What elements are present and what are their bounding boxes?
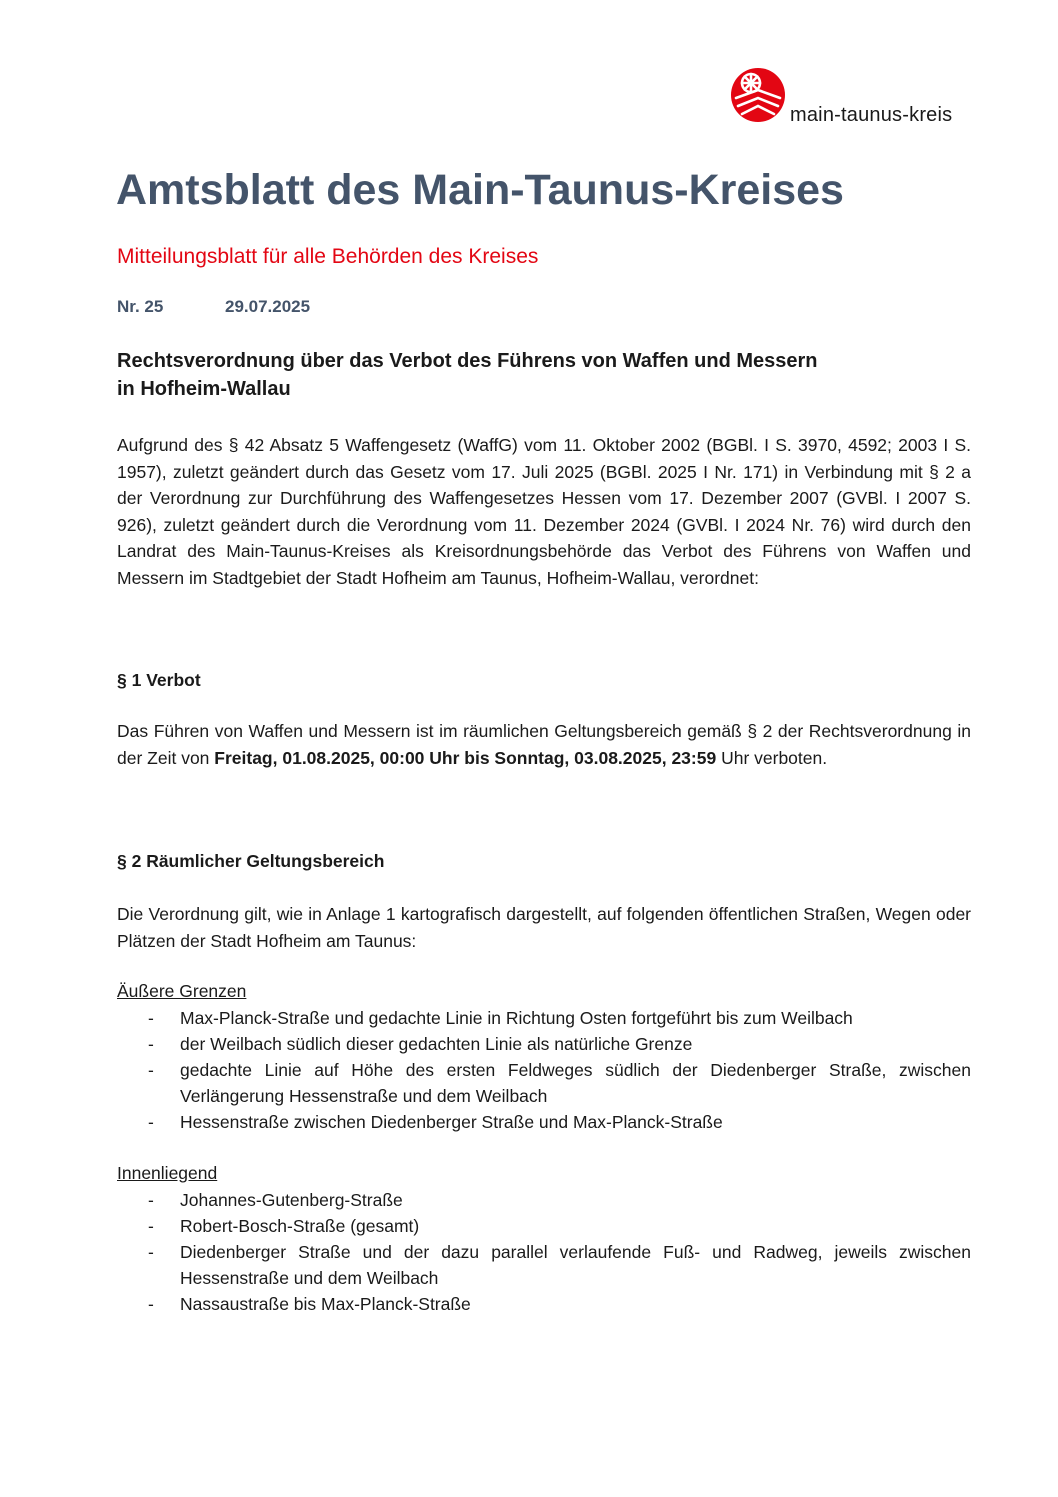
bullet-dash: - (148, 1242, 154, 1262)
issue-number: Nr. 25 (117, 297, 164, 316)
coat-of-arms-wheel-icon (730, 66, 788, 126)
preamble-paragraph: Aufgrund des § 42 Absatz 5 Waffengesetz (WaffG) vom 11. Oktober 2002 (BGBl. I S. 3970, 4592; 2003 I S. 1957), zuletzt geändert durch das Gesetz vom 17. Juli 2025 (BGBl. 2025 I Nr. 171) in Verbindung mit § 2 a der Verordnung zur Durchführung des Waffengesetzes Hessen vom 17. Dezember 2007 (GVBl. I 2007 S. 926), zuletzt geändert durch die Verordnung vom 11. Dezember 2024 (GVBl. I 2024 Nr. 76) wird durch den Landrat des Main-Taunus-Kreises als Kreisordnungsbehörde das Verbot des Führens von Waffen und Messern im Stadtgebiet der Stadt Hofheim am Taunus, Hofheim-Wallau, verordnet: (117, 435, 971, 588)
bullet-dash: - (148, 1112, 154, 1132)
list-item: - Hessenstraße zwischen Diedenberger Straße und Max-Planck-Straße (117, 1109, 971, 1135)
list-item: - Nassaustraße bis Max-Planck-Straße (117, 1291, 971, 1317)
section-1-heading: § 1 Verbot (117, 670, 201, 690)
inner-area-heading: Innenliegend (117, 1163, 218, 1183)
bullet-dash: - (148, 1216, 154, 1236)
subtitle: Mitteilungsblatt für alle Behörden des Kreises (117, 245, 539, 268)
section-2-intro: Die Verordnung gilt, wie in Anlage 1 kartografisch dargestellt, auf folgenden öffentlichen Straßen, Wegen oder Plätzen der Stadt Hofheim am Taunus: (117, 904, 971, 951)
list-item: - gedachte Linie auf Höhe des ersten Feldweges südlich der Diedenberger Straße, zwischen Verlängerung Hessenstraße und dem Weilbach (117, 1057, 971, 1109)
page-title: Amtsblatt des Main-Taunus-Kreises (116, 166, 844, 214)
section-1-text-start: Das Führen von Waffen und Messern ist im räumlichen Geltungsbereich gemäß § 2 der Rechtsverordnung in der Zeit von (117, 721, 971, 768)
bullet-dash: - (148, 1294, 154, 1314)
prohibition-period: Freitag, 01.08.2025, 00:00 Uhr bis Sonntag, 03.08.2025, 23:59 (214, 747, 717, 768)
list-item: - Johannes-Gutenberg-Straße (117, 1187, 971, 1213)
bullet-dash: - (148, 1008, 154, 1028)
section-1-text-end: Uhr verboten. (716, 747, 828, 768)
list-item: - der Weilbach südlich dieser gedachten Linie als natürliche Grenze (117, 1031, 971, 1057)
issue-line (117, 297, 311, 317)
bullet-dash: - (148, 1190, 154, 1210)
list-item: - Max-Planck-Straße und gedachte Linie in Richtung Osten fortgeführt bis zum Weilbach (117, 1005, 971, 1031)
document-title (117, 347, 937, 403)
issue-date: 29.07.2025 (225, 297, 311, 316)
inner-area-list (117, 1187, 971, 1317)
outer-boundaries-heading: Äußere Grenzen (117, 981, 247, 1001)
bullet-dash: - (148, 1060, 154, 1080)
document-title-line-1: Rechtsverordnung über das Verbot des Führens von Waffen und Messern (117, 350, 818, 372)
main-taunus-kreis-logo (730, 66, 970, 130)
section-2-heading: § 2 Räumlicher Geltungsbereich (117, 851, 385, 871)
section-1-paragraph (117, 718, 971, 771)
document-title-line-2: in Hofheim-Wallau (117, 378, 291, 400)
list-item: - Robert-Bosch-Straße (gesamt) (117, 1213, 971, 1239)
outer-boundaries-list (117, 1005, 971, 1135)
list-item: - Diedenberger Straße und der dazu parallel verlaufende Fuß- und Radweg, jeweils zwischen Hessenstraße und dem Weilbach (117, 1239, 971, 1291)
logo-text: main-taunus-kreis (790, 104, 953, 126)
bullet-dash: - (148, 1034, 154, 1054)
